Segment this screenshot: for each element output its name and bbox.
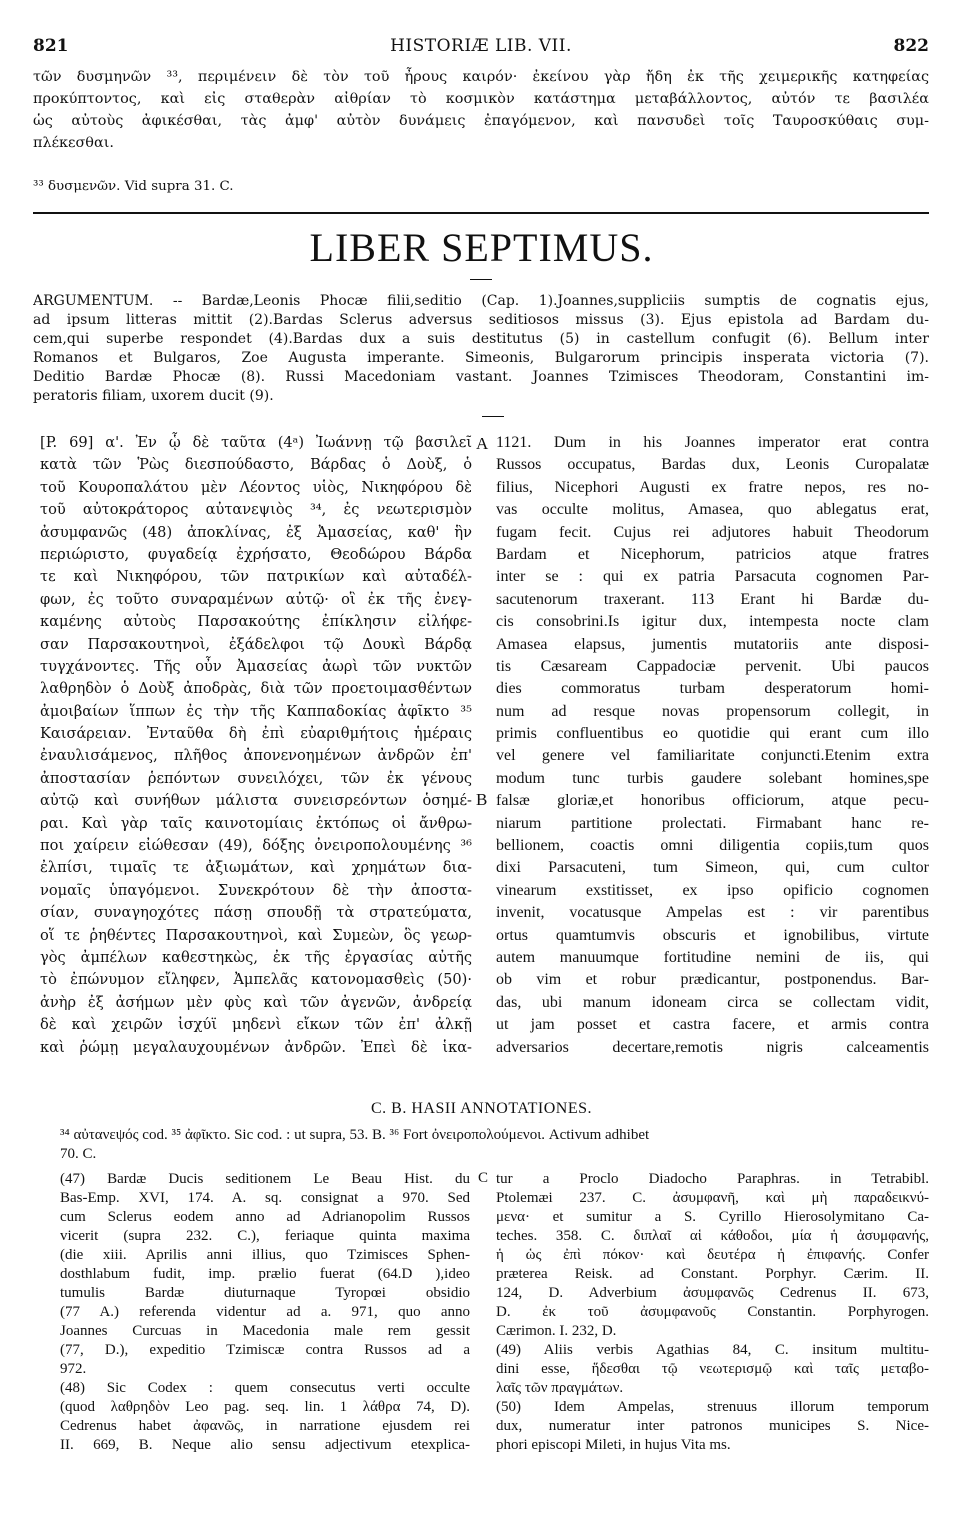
argument-line: ARGUMENTUM. -- Bardæ,Leonis Phocæ filii,seditio (Cap. 1).Joannes,suppliciis sumptis de cognatis ejus,	[33, 293, 929, 309]
annotation-line: ἡ ὡς ἐπὶ πόκον· καὶ δευτέρα ἡ ἐπιφανής. Confer	[496, 1247, 929, 1263]
greek-line: καμένης αὐτοὺς Παρσακούτης ἐπίκλησιν εἰλήφε-	[40, 613, 472, 631]
latin-line: inter se : qui ex patria Parsacuta cognomen Par-	[496, 568, 929, 586]
greek-line: σαν Παρσακουτηνοὶ, ἐξάδελφοι τῷ Δουκὶ Βάρδᾳ	[40, 635, 472, 653]
greek-line: αὐτῷ καὶ συνήθων μάλιστα συνεισρεόντων ὁσημέ-	[40, 792, 472, 810]
greek-line: τοῦ Κουροπαλάτου μὲν Λέοντος υἱὸς, Νικηφόρου δὲ	[40, 478, 472, 496]
greek-line: κατὰ τῶν Ῥὼς διεσπούδαστο, Βάρδας ὁ Δοὺξ, ὁ	[40, 456, 472, 474]
annotations-heading: C. B. HASII ANNOTATIONES.	[371, 1100, 592, 1117]
latin-line: sacutenorum traxerant. 113 Erant hi Bardæ du-	[496, 590, 929, 608]
latin-line: dies commoratus turbam desperatorum homi-	[496, 680, 929, 698]
greek-line: δὲ καὶ χειρῶν ἰσχύϊ μηδενὶ εἴκων τῶν ἐπ' ἀλκῇ	[40, 1016, 472, 1034]
greek-line: [P. 69] α'. Ἐν ᾧ δὲ ταῦτα (4ᵃ) Ἰωάννῃ τῷ βασιλεῖ	[40, 434, 472, 451]
footnote-line: ³³ δυσμενῶν. Vid supra 31. C.	[33, 179, 234, 194]
greek-line: καὶ ῥώμῃ μεγαλαυχουμένων ἀνδρῶν. Ἐπεὶ δὲ ἱκα-	[40, 1038, 472, 1056]
annotation-line: tumulis Bardæ diuturnaque Tyropœi obsidio	[60, 1285, 470, 1301]
annotation-line: teches. 358. C. διπλαῖ αἱ κάθοδοι, μία ἡ ἀσυμφανής,	[496, 1228, 929, 1244]
annotation-line: vicerit (supra 232. C.), feriaque quinta maxima	[60, 1228, 470, 1244]
greek-line: τε καὶ Νικηφόρου, τῶν πατρικίων καὶ αὐταδέλ-	[40, 568, 472, 586]
latin-line: tis Cæsaream Cappadociæ pervenit. Ubi paucos	[496, 657, 929, 675]
annotation-line: præterea Reisk. ad Constant. Porphyr. Cærim. II.	[496, 1266, 929, 1282]
text-line: τῶν δυσμηνῶν ³³, περιμένειν δὲ τὸν τοῦ ἦρους καιρόν· ἐκείνου γὰρ ἤδη ἐκ τῆς χειμερικῆς κατηφείας	[33, 69, 929, 85]
greek-line: ἀσυμφανῶς (48) ἀποκλίνας, ἐξ Ἀμασείας, καθ' ἣν	[40, 523, 472, 541]
greek-line: ἀμοιβαίων ἵππων ἐς τὴν τῆς Καππαδοκίας ἀφῖκτο ³⁵	[40, 702, 472, 720]
argument-dash	[482, 416, 504, 417]
greek-line: γὸς ἀμπέλων καθεστηκὼς, ἐκ τῆς ἐργασίας αὐτῆς	[40, 948, 472, 966]
greek-line: Καισάρειαν. Ἐνταῦθα δὴ ἐπὶ εὐαριθμήτοις ἡμέραις	[40, 725, 472, 743]
latin-line: filius, Nicephori Augusti ex fratre nepos, res no-	[496, 478, 929, 496]
text-line: πλέκεσθαι.	[33, 135, 114, 151]
section-rule	[33, 212, 929, 214]
annotation-line: (47) Bardæ Ducis seditionem Le Beau Hist. du	[60, 1171, 470, 1187]
greek-line: τοῦ αὐτοκράτορος αὐτανεψιὸς ³⁴, ἐς νεωτερισμὸν	[40, 501, 472, 519]
latin-line: adversarios decertare,remotis nigris calceamentis	[496, 1038, 929, 1056]
latin-line: ob vim et robur prædicantur, postponendus. Bar-	[496, 971, 929, 989]
greek-line: νομαῖς ὑπαγόμενοι. Συνεκρότουν δὲ τὴν ἀποστα-	[40, 881, 472, 899]
annotation-line: dux, numeratur inter patronos municipes S. Nice-	[496, 1418, 929, 1434]
latin-line: ortus quamtumvis obscuris et ignobilibus, virtute	[496, 926, 929, 944]
text-line: προκύπτοντος, καὶ εἰς σταθερὰν αἰθρίαν τὸ κοσμικὸν κατάστημα μεταβάλλοντος, αὐτόν τε βασιλέα	[33, 91, 929, 107]
annotation-line: Joannes Curcuas in Macedonia male rem gessit	[60, 1323, 470, 1339]
latin-line: Russos occupatus, Bardas dux, Leonis Curopalatæ	[496, 456, 929, 474]
margin-letter-a: A	[476, 434, 489, 453]
argument-line: ad ipsum litteras mittit (2).Bardas Sclerus adversus seditiosos missus (3). Ejus epistola ad Bardam du-	[33, 312, 929, 328]
latin-line: vinearum exstitisset, ex ipso opificio cognomen	[496, 881, 929, 899]
annotation-note-line: ³⁴ αὐτανεψός cod. ³⁵ ἀφῖκτο. Sic cod. : ut supra, 53. B. ³⁶ Fort ὀνειροπολούμενοι. Activum adhibet	[60, 1127, 650, 1143]
latin-line: invenit, vocatusque Ampelas est : vir parentibus	[496, 904, 929, 922]
page-header	[33, 36, 929, 60]
greek-line: ἀνὴρ ἐξ ἀσήμων μὲν φὺς καὶ τῶν ἀγενῶν, ἀνδρείᾳ	[40, 993, 472, 1011]
annotation-line: (die xiii. Aprilis anni illius, quo Tzimisces Sphen-	[60, 1247, 470, 1263]
greek-line: τυγχάνοντες. Τῆς οὖν Ἀμασείας ἀωρὶ τῶν νυκτῶν	[40, 657, 472, 675]
annotation-line: μενα· et sumitur a S. Cyrillo Hierosolymitano Ca-	[496, 1209, 929, 1225]
annotation-line: (77 A.) referenda videntur ad a. 971, quo anno	[60, 1304, 470, 1320]
annotation-line: Ptolemæi 237. C. ἀσυμφανῆ, καὶ μὴ παραδεικνύ-	[496, 1190, 929, 1206]
latin-line: vas occulte molitus, Amasea, quo ablegatus erat,	[496, 501, 929, 519]
argument-line: Deditio Bardæ Phocæ (8). Russi Macedoniam vastant. Joannes Tzimisces Theodoram, Constantini im-	[33, 369, 929, 385]
annotation-line: (48) Sic Codex : quem consecutus verti occulte	[60, 1380, 470, 1396]
page-number-right: 822	[893, 36, 929, 56]
annotation-line: cum Sclerus eodem anno ad Adrianopolim Russos	[60, 1209, 470, 1225]
book-title: LIBER SEPTIMUS.	[309, 225, 654, 270]
annotation-line: Cedrenus habet ἀφανῶς, in narratione ejusdem rei	[60, 1418, 470, 1434]
annotations-left-column	[60, 1170, 470, 1455]
latin-line: vel genere vel familiaritate conjuncti.Etenim extra	[496, 747, 929, 765]
top-greek-text	[33, 66, 929, 154]
greek-line: σίαν, συναγηοχότες πάσῃ σπουδῇ τὰ στρατεύματα,	[40, 904, 472, 922]
annotation-line: (50) Idem Ampelas, strenuus illorum temporum	[496, 1399, 929, 1415]
latin-line: Bardam et Nicephorum, patricios atque fratres	[496, 545, 929, 563]
annotation-line: (49) Aliis verbis Agathias 84, C. insitum multitu-	[496, 1342, 929, 1358]
greek-line: ποι χαίρειν εἰώθεσαν (49), δόξης ὀνειροπολουμένης ³⁶	[40, 837, 472, 855]
annotation-line: Bas-Emp. XVI, 174. A. sq. consignat a 970. Sed	[60, 1190, 470, 1206]
latin-line: primis confluentibus eo quotidie qui erant cum illo	[496, 725, 929, 743]
annotation-line: Cærimon. I. 232, D.	[496, 1323, 617, 1339]
annotation-line: (77, D.), expeditio Tzimiscæ contra Russos ad a	[60, 1342, 470, 1358]
argument-line: cem,qui superbe respondet (4).Bardas dux a suis destitutus (5) in castellum confugit (6). Bellum inter	[33, 331, 929, 347]
latin-line: fugam fecit. Cujus rei adjutores habuit Theodorum	[496, 523, 929, 541]
annotation-line: dini esse, ἥδεσθαι τῷ νεωτερισμῷ καὶ ταῖς μεταβο-	[496, 1361, 929, 1377]
latin-line: cis consobrini.Is igitur dux, intempesta nocte clam	[496, 613, 929, 631]
latin-line: 1121. Dum in his Joannes imperator erat contra	[496, 434, 929, 451]
greek-line: οἵ τε ῥηθέντες Παρσακουτηνοὶ, καὶ Συμεὼν, ὃς γεωρ-	[40, 926, 472, 944]
annotation-line: phori episcopi Mileti, in hujus Vita ms.	[496, 1437, 731, 1453]
argument-line: peratoris filiam, uxorem ducit (9).	[33, 388, 274, 404]
annotation-line: tur a Proclo Diadocho Paraphras. in Tetrabibl.	[496, 1171, 929, 1187]
greek-line: φων, ἐς τοῦτο συναραμένων αὐτῷ· οἳ ἐκ τῆς ἐνεγ-	[40, 590, 472, 608]
top-footnote	[33, 176, 929, 197]
latin-column	[496, 432, 929, 1059]
greek-line: ἐναυλισάμενος, πλῆθος ἀπονενοημένων ἀνδρῶν ἐπ'	[40, 747, 472, 765]
latin-line: modum tunc turbis gaudere solebant homines,spe	[496, 769, 929, 787]
argument-summary	[33, 292, 929, 406]
greek-line: περιώριστο, φυγαδείᾳ ἐχρήσατο, Θεοδώρου Βάρδα	[40, 545, 472, 563]
argument-line: Romanos et Bulgaros, Zoe Augusta imperante. Simeonis, Bulgarorum principis insperata victoria (7).	[33, 350, 929, 366]
latin-line: falsæ gloriæ,et honoribus officiorum, atque pecu-	[496, 792, 929, 810]
annotation-line: 124, D. Adverbium ἀσυμφανῶς Cedrenus II. 673,	[496, 1285, 929, 1301]
latin-line: num ad resque novas propensorum collegit, in	[496, 702, 929, 720]
greek-line: ἐλπίσι, τιμαῖς τε ἀξιωμάτων, καὶ χρημάτων δια-	[40, 859, 472, 877]
latin-line: das, ubi manum idoneam circa se collectam vidit,	[496, 993, 929, 1011]
text-line: ὡς αὐτοὺς ἀφικέσθαι, τὰς ἀμφ' αὐτὸν δυνάμεις ἐπαγόμενον, καὶ πανσυδεὶ τοῖς Ταυροσκύθαις συμ-	[33, 113, 929, 129]
annotation-line: 972.	[60, 1361, 87, 1377]
greek-line: λαθρηδὸν ὁ Δοὺξ ἀποδρὰς, διὰ τῶν προετοιμασθέντων	[40, 680, 472, 698]
title-dash	[470, 279, 492, 280]
page-number-left: 821	[33, 36, 69, 56]
running-title: HISTORIÆ LIB. VII.	[390, 36, 572, 56]
latin-line: ut jam posset et castra facere, et armis contra	[496, 1016, 929, 1034]
greek-line: ἀποστασίαν ῥεπόντων συνειλόχει, τῶν ἐκ γένους	[40, 769, 472, 787]
annotation-note-line: 70. C.	[60, 1146, 97, 1162]
margin-letter-b: B	[476, 790, 488, 809]
annotations-right-column	[496, 1170, 929, 1455]
annotation-line: dosthlabum fudit, imp. prælio fuerat (64.D ),ideo	[60, 1266, 470, 1282]
latin-line: niarum partitione prolectati. Firmabant hanc re-	[496, 814, 929, 832]
latin-line: dixi Parsacuteni, tum Simeon, qui, cum cultor	[496, 859, 929, 877]
annotation-notes	[60, 1126, 929, 1164]
latin-line: bellionem, coactis omni diligentia copiis,tum quos	[496, 837, 929, 855]
annotation-line: II. 669, B. Neque alio sensu adjectivum etexplica-	[60, 1437, 470, 1453]
greek-column	[40, 432, 472, 1059]
latin-line: autem manuumque fortitudine nemini de iis, qui	[496, 948, 929, 966]
annotation-line: λαῖς τῶν πραγμάτων.	[496, 1380, 624, 1396]
margin-letter-c: C	[478, 1170, 489, 1186]
greek-line: τὸ ἐπώνυμον εἴληφεν, Ἀμπελᾶς κατονομασθεὶς (50)·	[40, 971, 472, 989]
latin-line: Amasea elapsus, jumentis mutatoriis ante disposi-	[496, 635, 929, 653]
annotation-line: D. ἐκ τοῦ ἀσυμφανοῦς Constantin. Porphyrogen.	[496, 1304, 929, 1320]
annotation-line: (quod λαθρηδὸν Leo pag. seq. lin. 1 λάθρα 74, D).	[60, 1399, 470, 1415]
greek-line: ραι. Καὶ γὰρ ταῖς καινοτομίαις ἐκτόπως οἱ ἄνθρω-	[40, 814, 472, 832]
